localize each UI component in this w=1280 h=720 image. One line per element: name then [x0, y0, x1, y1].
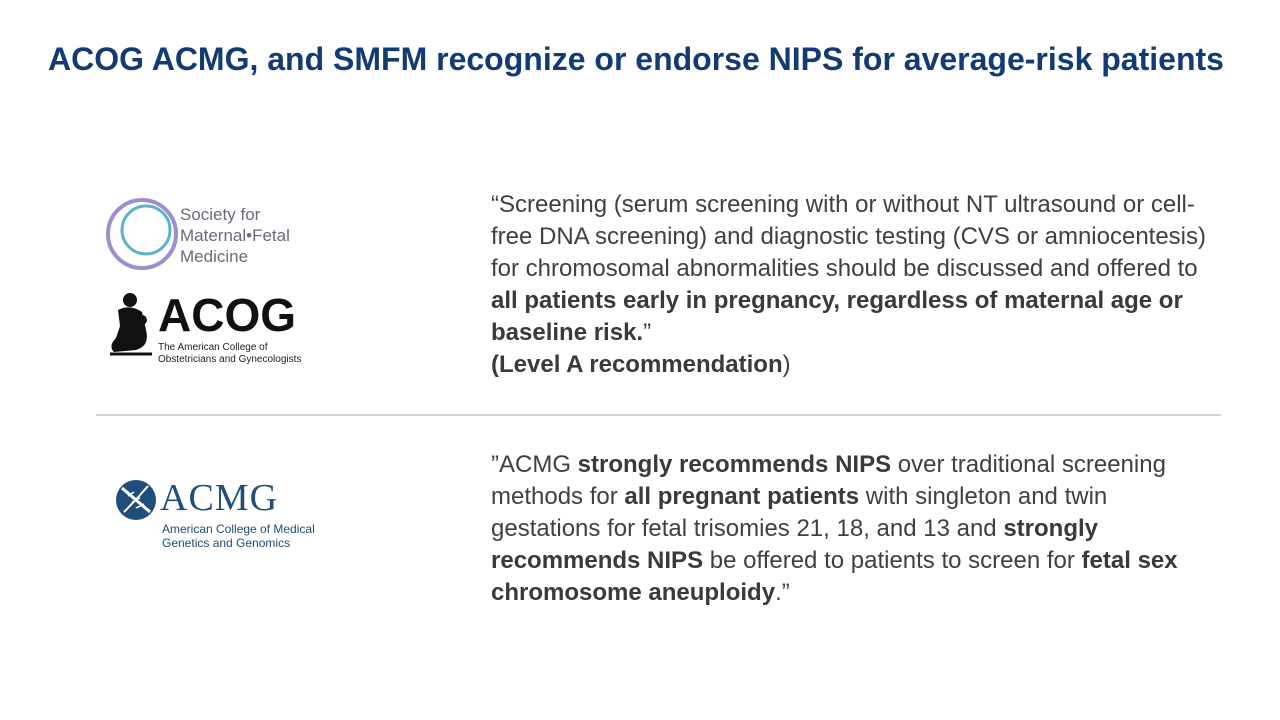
- smfm-line-2: Maternal•Fetal: [180, 226, 290, 245]
- acmg-quote: [491, 449, 1206, 609]
- quote-1-bold-1: all patients early in pregnancy, regardless of maternal age or baseline risk.: [491, 287, 1183, 346]
- acmg-line-1: American College of Medical: [162, 522, 315, 536]
- acog-subtitle: [158, 342, 301, 366]
- quote-2-bold-2: all pregnant patients: [624, 483, 860, 510]
- slide-title: ACOG ACMG, and SMFM recognize or endorse NIPS for average-risk patients: [48, 41, 1224, 77]
- quote-2-text-2: over traditional screening methods for: [491, 451, 1166, 510]
- smfm-circle-icon: [102, 194, 182, 274]
- quote-2-bold-1: strongly recommends NIPS: [577, 451, 892, 478]
- section-divider: [96, 414, 1221, 416]
- acmg-subtitle: [162, 522, 315, 550]
- acog-mother-child-icon: [106, 290, 156, 356]
- acmg-dna-globe-icon: [114, 478, 158, 522]
- quote-1-bold-2: (Level A recommendation: [491, 351, 783, 378]
- acmg-wordmark: ACMG: [160, 477, 279, 519]
- smfm-line-1: Society for: [180, 205, 261, 224]
- smfm-name: [180, 204, 290, 267]
- acog-line-1: The American College of: [158, 342, 268, 353]
- acog-logo: [106, 290, 326, 370]
- quote-2-text-3: with singleton and twin gestations for fetal trisomies 21, 18, and 13 and: [491, 483, 1108, 542]
- acog-line-2: Obstetricians and Gynecologists: [158, 354, 302, 365]
- acmg-logo: [114, 474, 334, 554]
- smfm-line-3: Medicine: [180, 247, 249, 266]
- quote-2-text-5: .”: [775, 579, 790, 606]
- quote-2-text-4: be offered to patients to screen for: [703, 547, 1082, 574]
- quote-1-text-1: “Screening (serum screening with or without NT ultrasound or cell-free DNA screening) and diagnostic testing (CVS or amniocentesis) for chromosomal abnormalities should be discussed and offered to: [491, 191, 1207, 282]
- acog-wordmark: ACOG: [158, 289, 296, 341]
- quote-2-text-1: ”ACMG: [491, 451, 578, 478]
- smfm-acog-quote: [491, 189, 1206, 381]
- quote-1-text-3: ): [782, 351, 791, 378]
- quote-2-bold-3: strongly recommends NIPS: [491, 515, 1098, 574]
- smfm-logo: [102, 194, 342, 274]
- quote-2-bold-4: fetal sex chromosome aneuploidy: [491, 547, 1178, 606]
- acmg-line-2: Genetics and Genomics: [162, 536, 291, 550]
- quote-1-text-2: ”: [643, 319, 652, 346]
